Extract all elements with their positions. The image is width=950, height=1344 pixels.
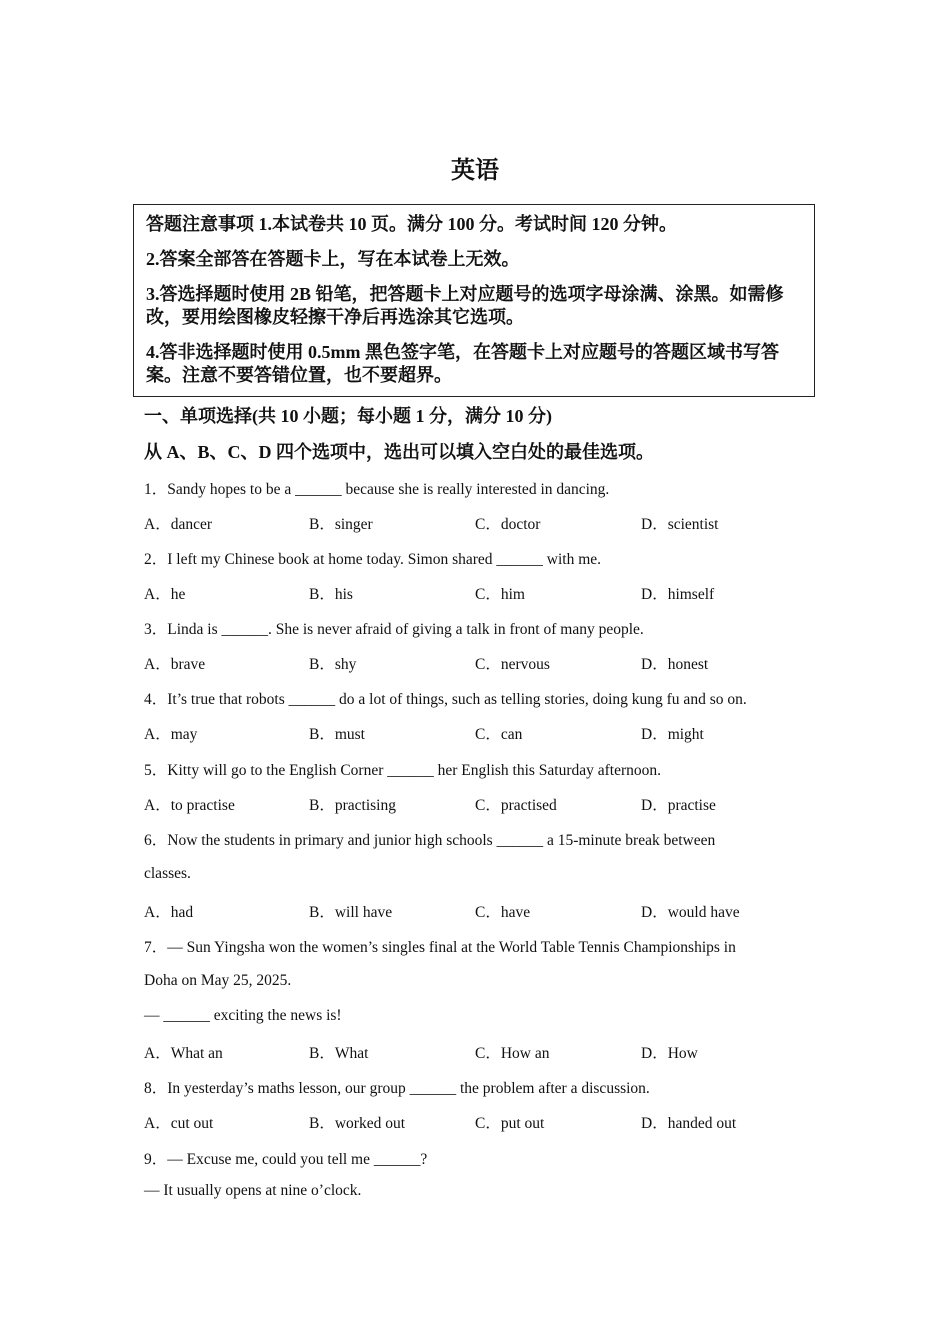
question-5-options xyxy=(144,793,824,813)
option-b: B．will have xyxy=(309,904,393,921)
notice-line-1: 答题注意事项 1.本试卷共 10 页。满分 100 分。考试时间 120 分钟。 xyxy=(146,214,677,234)
option-c: C．have xyxy=(475,904,531,921)
option-d: D．himself xyxy=(641,586,715,603)
option-b: B．What xyxy=(309,1045,369,1062)
option-c: C．can xyxy=(475,726,523,743)
option-a: A．may xyxy=(144,726,198,743)
question-7-options xyxy=(144,1041,824,1061)
option-b: B．his xyxy=(309,586,353,603)
question-4-options xyxy=(144,722,824,742)
option-a: A．to practise xyxy=(144,797,235,814)
option-a: A．brave xyxy=(144,656,206,673)
notice-line-2: 2.答案全部答在答题卡上，写在本试卷上无效。 xyxy=(146,249,520,269)
question-4: 4．It’s true that robots ______ do a lot of things, such as telling stories, doing kung fu and so on. xyxy=(144,691,747,708)
option-b: B．singer xyxy=(309,516,373,533)
option-b: B．shy xyxy=(309,656,357,673)
option-c: C．put out xyxy=(475,1115,545,1132)
question-8: 8．In yesterday’s maths lesson, our group ______ the problem after a discussion. xyxy=(144,1080,650,1097)
option-a: A．he xyxy=(144,586,186,603)
question-2: 2．I left my Chinese book at home today. Simon shared ______ with me. xyxy=(144,551,602,568)
option-d: D．handed out xyxy=(641,1115,737,1132)
option-a: A．What an xyxy=(144,1045,223,1062)
option-c: C．nervous xyxy=(475,656,550,673)
question-5: 5．Kitty will go to the English Corner ______ her English this Saturday afternoon. xyxy=(144,762,662,779)
exam-title: 英语 xyxy=(451,158,499,184)
option-d: D．scientist xyxy=(641,516,719,533)
option-c: C．him xyxy=(475,586,525,603)
option-d: D．How xyxy=(641,1045,698,1062)
option-d: D．would have xyxy=(641,904,740,921)
option-b: B．must xyxy=(309,726,365,743)
question-6-continued: classes. xyxy=(144,865,191,882)
question-9-reply: — It usually opens at nine o’clock. xyxy=(144,1182,362,1199)
question-7-reply: — ______ exciting the news is! xyxy=(144,1007,342,1024)
option-c: C．How an xyxy=(475,1045,550,1062)
notice-line-3: 3.答选择题时使用 2B 铅笔，把答题卡上对应题号的选项字母涂满、涂黑。如需修改，要用绘图橡皮轻擦干净后再选涂其它选项。 xyxy=(146,284,784,327)
question-3-options xyxy=(144,652,824,672)
section-instruction: 从 A、B、C、D 四个选项中，选出可以填入空白处的最佳选项。 xyxy=(144,442,655,462)
question-2-options xyxy=(144,582,824,602)
notice-line-4: 4.答非选择题时使用 0.5mm 黑色签字笔，在答题卡上对应题号的答题区域书写答案。注意不要答错位置，也不要超界。 xyxy=(146,342,779,385)
question-6: 6．Now the students in primary and junior high schools ______ a 15-minute break between xyxy=(144,832,716,849)
exam-notice-box xyxy=(133,204,815,397)
option-d: D．practise xyxy=(641,797,716,814)
option-c: C．practised xyxy=(475,797,557,814)
question-6-options xyxy=(144,900,824,920)
option-d: D．might xyxy=(641,726,704,743)
question-3: 3．Linda is ______. She is never afraid of giving a talk in front of many people. xyxy=(144,621,644,638)
section-heading: 一、单项选择(共 10 小题；每小题 1 分，满分 10 分) xyxy=(144,406,552,426)
option-b: B．worked out xyxy=(309,1115,406,1132)
question-8-options xyxy=(144,1111,824,1131)
option-c: C．doctor xyxy=(475,516,541,533)
question-9: 9．— Excuse me, could you tell me ______? xyxy=(144,1151,428,1168)
question-7-continued: Doha on May 25, 2025. xyxy=(144,972,292,989)
question-1: 1．Sandy hopes to be a ______ because she is really interested in dancing. xyxy=(144,481,610,498)
option-d: D．honest xyxy=(641,656,709,673)
option-a: A．dancer xyxy=(144,516,212,533)
question-7: 7．— Sun Yingsha won the women’s singles final at the World Table Tennis Championships in xyxy=(144,939,736,956)
option-a: A．cut out xyxy=(144,1115,214,1132)
option-a: A．had xyxy=(144,904,194,921)
question-1-options xyxy=(144,512,824,532)
option-b: B．practising xyxy=(309,797,396,814)
